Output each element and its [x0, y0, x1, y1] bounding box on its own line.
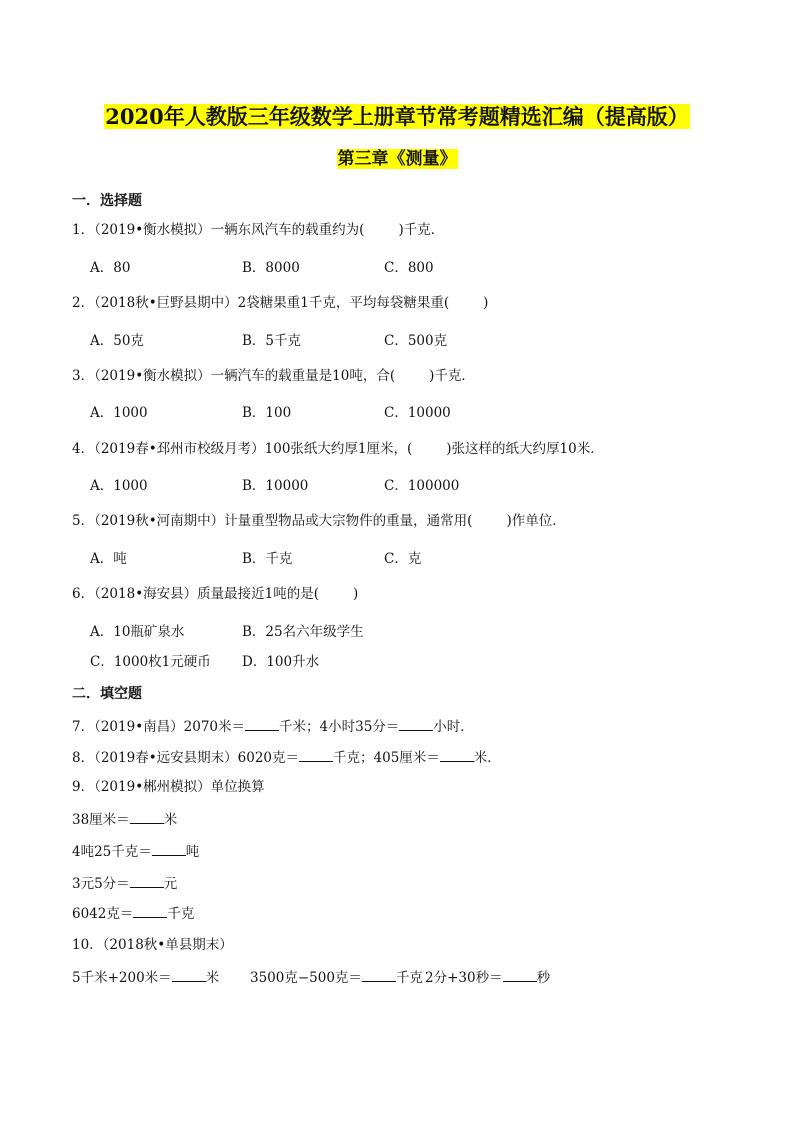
- question-9: 9．（2019•郴州模拟）单位换算: [72, 779, 265, 795]
- question-4: 4．（2019春•邳州市校级月考）100张纸大约厚1厘米，( )张这样的纸大约厚10米．: [72, 441, 604, 457]
- q9-line-1: 38厘米＝ 米: [72, 809, 177, 830]
- question-10: 10．（2018秋•单县期末）: [72, 937, 233, 953]
- page-title: 2020年人教版三年级数学上册章节常考题精选汇编（提高版）: [105, 104, 689, 129]
- q4-option-a[interactable]: A．1000: [90, 478, 148, 494]
- q9-blank-3[interactable]: [130, 873, 164, 888]
- q1-option-c[interactable]: C．800: [384, 260, 434, 276]
- q4-option-c[interactable]: C．100000: [384, 478, 460, 494]
- q2-option-a[interactable]: A．50克: [90, 333, 144, 349]
- q7-blank-2[interactable]: [399, 716, 433, 731]
- q6-option-a[interactable]: A．10瓶矿泉水: [90, 624, 185, 640]
- section-heading-choice: 一．选择题: [72, 193, 142, 209]
- question-8: 8．（2019春•远安县期末）6020克＝ 千克；405厘米＝ 米．: [72, 747, 501, 768]
- q10-blank-2[interactable]: [362, 967, 396, 982]
- q8-blank-1[interactable]: [299, 747, 333, 762]
- question-5: 5．（2019秋•河南期中）计量重型物品或大宗物件的重量，通常用( )作单位．: [72, 513, 566, 529]
- q8-blank-2[interactable]: [440, 747, 474, 762]
- q9-line-4: 6042克＝ 千克: [72, 903, 194, 924]
- q9-blank-2[interactable]: [152, 841, 186, 856]
- chapter-subtitle: 第三章《测量》: [337, 149, 457, 169]
- q6-option-b[interactable]: B．25名六年级学生: [242, 624, 364, 640]
- q10-blank-1[interactable]: [172, 967, 206, 982]
- question-2: 2．（2018秋•巨野县期中）2袋糖果重1千克，平均每袋糖果重( ): [72, 295, 489, 311]
- question-6: 6．（2018•海安县）质量最接近1吨的是( ): [72, 586, 359, 602]
- q1-option-b[interactable]: B．8000: [242, 260, 300, 276]
- q5-option-a[interactable]: A．吨: [90, 551, 127, 567]
- q2-option-b[interactable]: B．5千克: [242, 333, 302, 349]
- q3-option-a[interactable]: A．1000: [90, 405, 148, 421]
- q10-part-1: 5千米+200米＝ 米: [72, 967, 219, 988]
- question-7: 7．（2019•南昌）2070米＝ 千米；4小时35分＝ 小时．: [72, 716, 474, 737]
- q10-part-3: 2分+30秒＝ 秒: [425, 967, 550, 988]
- q1-option-a[interactable]: A．80: [90, 260, 131, 276]
- q4-option-b[interactable]: B．10000: [242, 478, 309, 494]
- q3-option-c[interactable]: C．10000: [384, 405, 451, 421]
- q9-blank-1[interactable]: [130, 809, 164, 824]
- q9-line-3: 3元5分＝ 元: [72, 873, 177, 894]
- question-3: 3．（2019•衡水模拟）一辆汽车的载重量是10吨，合( )千克．: [72, 368, 475, 384]
- q9-blank-4[interactable]: [133, 903, 167, 918]
- q5-option-b[interactable]: B．千克: [242, 551, 293, 567]
- section-heading-fill: 二．填空题: [72, 686, 142, 702]
- q3-option-b[interactable]: B．100: [242, 405, 292, 421]
- q9-line-2: 4吨25千克＝ 吨: [72, 841, 199, 862]
- q2-option-c[interactable]: C．500克: [384, 333, 448, 349]
- question-1: 1．（2019•衡水模拟）一辆东风汽车的载重约为( )千克．: [72, 222, 445, 238]
- q6-option-c[interactable]: C．1000枚1元硬币: [90, 654, 211, 670]
- q6-option-d[interactable]: D．100升水: [242, 654, 320, 670]
- q10-blank-3[interactable]: [503, 967, 537, 982]
- q10-part-2: 3500克−500克＝ 千克: [250, 967, 423, 988]
- q7-blank-1[interactable]: [245, 716, 279, 731]
- q5-option-c[interactable]: C．克: [384, 551, 422, 567]
